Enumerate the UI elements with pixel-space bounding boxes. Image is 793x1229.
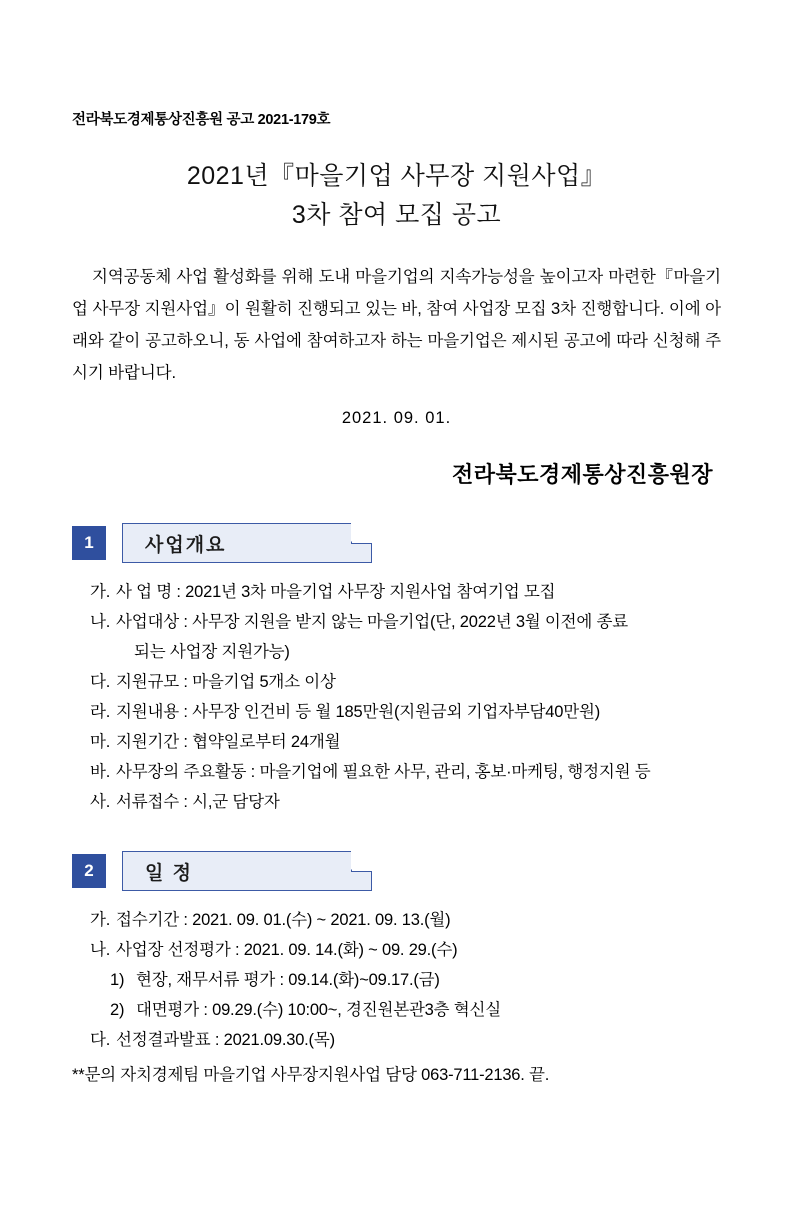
section-title-tag-1	[122, 523, 372, 563]
list-item	[72, 697, 721, 727]
item-label: 나.	[90, 613, 111, 632]
document-number: 전라북도경제통상진흥원 공고 2021-179호	[72, 112, 331, 128]
title-line-1: 2021년『마을기업 사무장 지원사업』	[186, 162, 607, 190]
item-text: 접수기간 : 2021. 09. 01.(수) ~ 2021. 09. 13.(월)	[116, 911, 451, 930]
title-line-2: 3차 참여 모집 공고	[291, 200, 502, 229]
list-item	[72, 667, 721, 697]
section-header-1	[72, 523, 721, 563]
item-label: 다.	[90, 1031, 111, 1050]
section-header-2	[72, 851, 721, 891]
item-label: 마.	[90, 733, 111, 752]
tag-fold-corner-icon	[351, 851, 372, 872]
item-label: 바.	[90, 763, 111, 782]
item-text: 서류접수 : 시,군 담당자	[116, 793, 280, 812]
item-text: 지원규모 : 마을기업 5개소 이상	[116, 673, 336, 692]
item-label: 나.	[90, 941, 111, 960]
document-title	[72, 157, 721, 235]
item-label: 가.	[90, 583, 111, 602]
item-text: 대면평가 : 09.29.(수) 10:00~, 경진원본관3층 혁신실	[136, 1001, 502, 1020]
item-label: 다.	[90, 673, 111, 692]
section-title-2: 일 정	[145, 862, 193, 884]
issuing-organization: 전라북도경제통상진흥원장	[451, 462, 713, 488]
list-item	[72, 905, 721, 935]
list-item	[72, 1025, 721, 1055]
item-text: 사무장의 주요활동 : 마을기업에 필요한 사무, 관리, 홍보·마케팅, 행정지원 등	[116, 763, 651, 782]
footnote-contact: **문의 자치경제팀 마을기업 사무장지원사업 담당 063-711-2136. 끝.	[72, 1066, 550, 1085]
section-number-1: 1	[72, 526, 106, 560]
item-text: 사업대상 : 사무장 지원을 받지 않는 마을기업(단, 2022년 3월 이전에 종료	[116, 613, 629, 632]
list-item	[72, 965, 721, 995]
list-item	[72, 607, 721, 637]
item-label: 가.	[90, 911, 111, 930]
item-text: 선정결과발표 : 2021.09.30.(목)	[116, 1031, 335, 1050]
item-text: 사업장 선정평가 : 2021. 09. 14.(화) ~ 09. 29.(수)	[116, 941, 458, 960]
item-label: 사.	[90, 793, 111, 812]
item-text: 지원내용 : 사무장 인건비 등 월 185만원(지원금외 기업자부담40만원)	[116, 703, 601, 722]
section-title-1: 사업개요	[145, 534, 227, 556]
document-page	[0, 108, 793, 1229]
intro-text: 지역공동체 사업 활성화를 위해 도내 마을기업의 지속가능성을 높이고자 마련한『마을기업 사무장 지원사업』이 원활히 진행되고 있는 바, 참여 사업장 모집 3차 진행합니다. 이에 아래와 같이 공고하오니, 동 사업에 참여하고자 하는 마을기업은 제시된 공고에 따라 신청해 주시기 바랍니다.	[72, 267, 721, 383]
item-continuation: 되는 사업장 지원가능)	[134, 643, 290, 662]
intro-paragraph	[72, 261, 721, 390]
section-number-2: 2	[72, 854, 106, 888]
list-item	[72, 577, 721, 607]
tag-fold-corner-icon	[351, 523, 372, 544]
item-text: 사 업 명 : 2021년 3차 마을기업 사무장 지원사업 참여기업 모집	[116, 583, 556, 602]
section-body-2	[72, 905, 721, 1055]
item-text: 현장, 재무서류 평가 : 09.14.(화)~09.17.(금)	[136, 971, 440, 990]
item-label: 라.	[90, 703, 111, 722]
section-title-tag-2	[122, 851, 372, 891]
list-item	[72, 935, 721, 965]
announcement-date: 2021. 09. 01.	[341, 409, 452, 428]
list-item	[72, 757, 721, 787]
item-text: 지원기간 : 협약일로부터 24개월	[116, 733, 341, 752]
list-item	[72, 995, 721, 1025]
item-label: 1)	[110, 971, 125, 990]
list-item	[72, 727, 721, 757]
section-body-1	[72, 577, 721, 817]
item-label: 2)	[110, 1001, 125, 1020]
list-item	[72, 787, 721, 817]
